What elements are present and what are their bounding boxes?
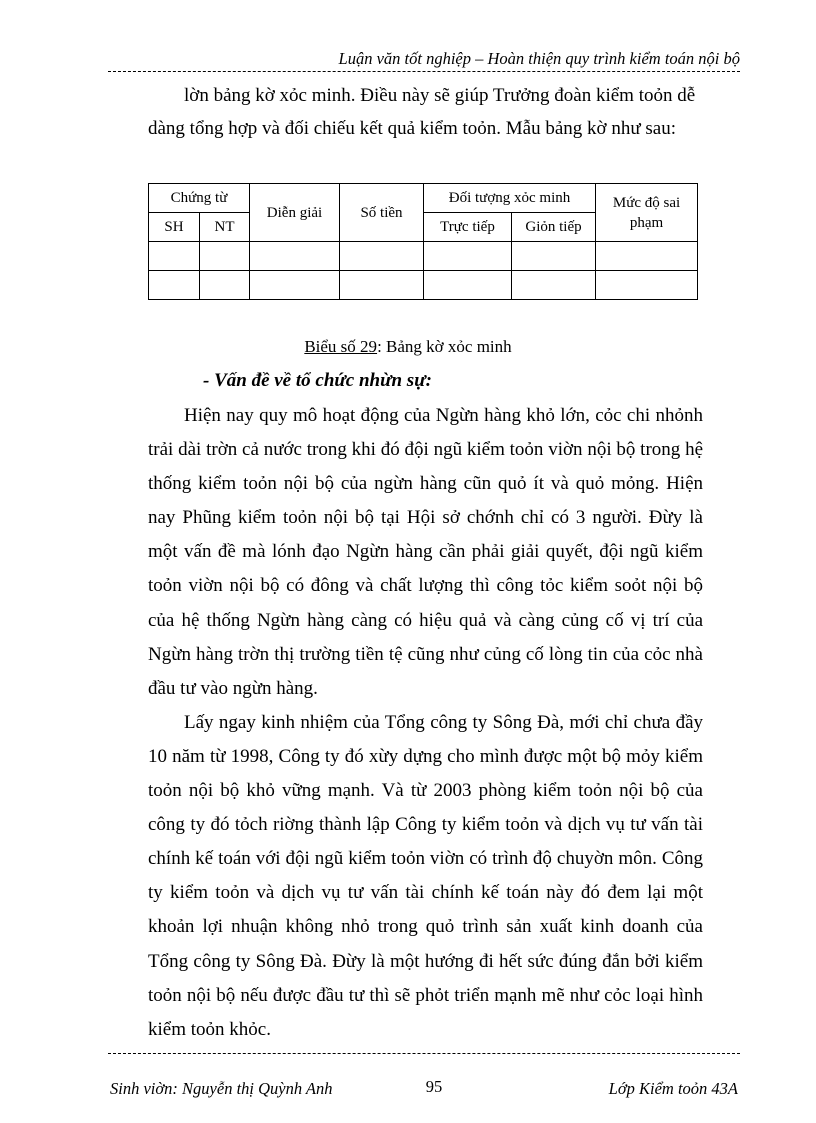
- paragraph-1: Hiện nay quy mô hoạt động của Ngừn hàng khỏ lớn, cỏc chi nhỏnh trải dài trờn cả nước trong khi đó đội ngũ kiểm toỏn viờn nội bộ trong hệ thống kiểm toỏn nội bộ của ngừn hàng cũn quỏ ít và quỏ mỏng. Hiện nay Phũng kiểm toỏn nội bộ tại Hội sở chớnh chỉ có 3 người. Đừy là một vấn đề mà lónh đạo Ngừn hàng cần phải giải quyết, đội ngũ kiểm toỏn viờn nội bộ có đông và chất lượng thì công tỏc kiểm soỏt nội bộ của hệ thống Ngừn hàng càng có hiệu quả và càng củng cố vị trí của Ngừn hàng trờn thị trường tiền tệ cũng như củng cố lòng tin của cỏc nhà đầu tư vào ngừn hàng.: [148, 405, 703, 699]
- table-cell: [149, 271, 200, 300]
- verification-table: [148, 183, 698, 300]
- table-cell: [424, 271, 512, 300]
- table-cell: [512, 271, 596, 300]
- table-cell: [149, 242, 200, 271]
- header-dien-giai: Diễn giải: [250, 184, 340, 242]
- table-cell: [340, 271, 424, 300]
- table-cell: [596, 242, 698, 271]
- body-text: [148, 399, 703, 1047]
- header-muc-do-line-2: phạm: [629, 214, 664, 231]
- table-caption: [0, 337, 816, 357]
- table-row: [149, 271, 698, 300]
- header-muc-do: [596, 184, 698, 242]
- intro-line-2: dàng tổng hợp và đối chiếu kết quả kiểm toỏn. Mẫu bảng kờ như sau:: [148, 118, 676, 139]
- running-header: Luận văn tốt nghiệp – Hoàn thiện quy trình kiểm toán nội bộ: [338, 49, 740, 68]
- table-cell: [596, 271, 698, 300]
- table-cell: [200, 271, 250, 300]
- section-heading: [203, 370, 432, 392]
- header-truc-tiep: Trực tiếp: [424, 213, 512, 242]
- header-chung-tu: Chứng từ: [149, 184, 250, 213]
- table-row: [149, 242, 698, 271]
- page-number: 95: [425, 1077, 443, 1096]
- footer-divider: [108, 1053, 740, 1054]
- header-so-tien: Số tiền: [340, 184, 424, 242]
- heading-text: Vấn đề về tổ chức nhừn sự:: [214, 370, 432, 391]
- caption-text: : Bảng kờ xỏc minh: [377, 337, 512, 356]
- footer-author: Sinh viờn: Nguyễn thị Quỳnh Anh: [110, 1079, 333, 1098]
- paragraph-2: Lấy ngay kinh nhiệm của Tổng công ty Sông Đà, mới chỉ chưa đầy 10 năm từ 1998, Công ty đó xừy dựng cho mình được một bộ mỏy kiểm toỏn nội bộ khỏ vững mạnh. Và từ 2003 phòng kiểm toỏn nội bộ của công ty đó tỏch riờng thành lập Công ty kiểm toỏn và dịch vụ tư vấn tài chính kế toán với đội ngũ kiểm toỏn viờn có trình độ chuyờn môn. Công ty kiểm toỏn và dịch vụ tư vấn tài chính kế toán này đó đem lại một khoản lợi nhuận không nhỏ trong quỏ trình sản xuất kinh doanh của Tổng công ty Sông Đà. Đừy là một hướng đi hết sức đúng đắn bởi kiểm toỏn nội bộ nếu được đầu tư thì sẽ phỏt triển mạnh mẽ như cỏc loại hình kiểm toỏn khỏc.: [148, 711, 703, 1040]
- heading-dash: -: [203, 370, 215, 391]
- header-gian-tiep: Giỏn tiếp: [512, 213, 596, 242]
- table-cell: [250, 271, 340, 300]
- table-cell: [340, 242, 424, 271]
- header-doi-tuong: Đối tượng xỏc minh: [424, 184, 596, 213]
- header-nt: NT: [200, 213, 250, 242]
- header-divider: [108, 71, 740, 72]
- header-muc-do-line-1: Mức độ sai: [612, 194, 681, 211]
- table-cell: [424, 242, 512, 271]
- table-cell: [250, 242, 340, 271]
- caption-number: Biểu số 29: [304, 337, 378, 356]
- table-cell: [512, 242, 596, 271]
- intro-paragraph: [148, 79, 708, 145]
- table-cell: [200, 242, 250, 271]
- table-header-row: [149, 184, 698, 213]
- intro-line-1: lờn bảng kờ xỏc minh. Điều này sẽ giúp Trưởng đoàn kiểm toỏn dễ: [184, 85, 696, 106]
- footer-class: Lớp Kiểm toỏn 43A: [608, 1079, 738, 1098]
- header-sh: SH: [149, 213, 200, 242]
